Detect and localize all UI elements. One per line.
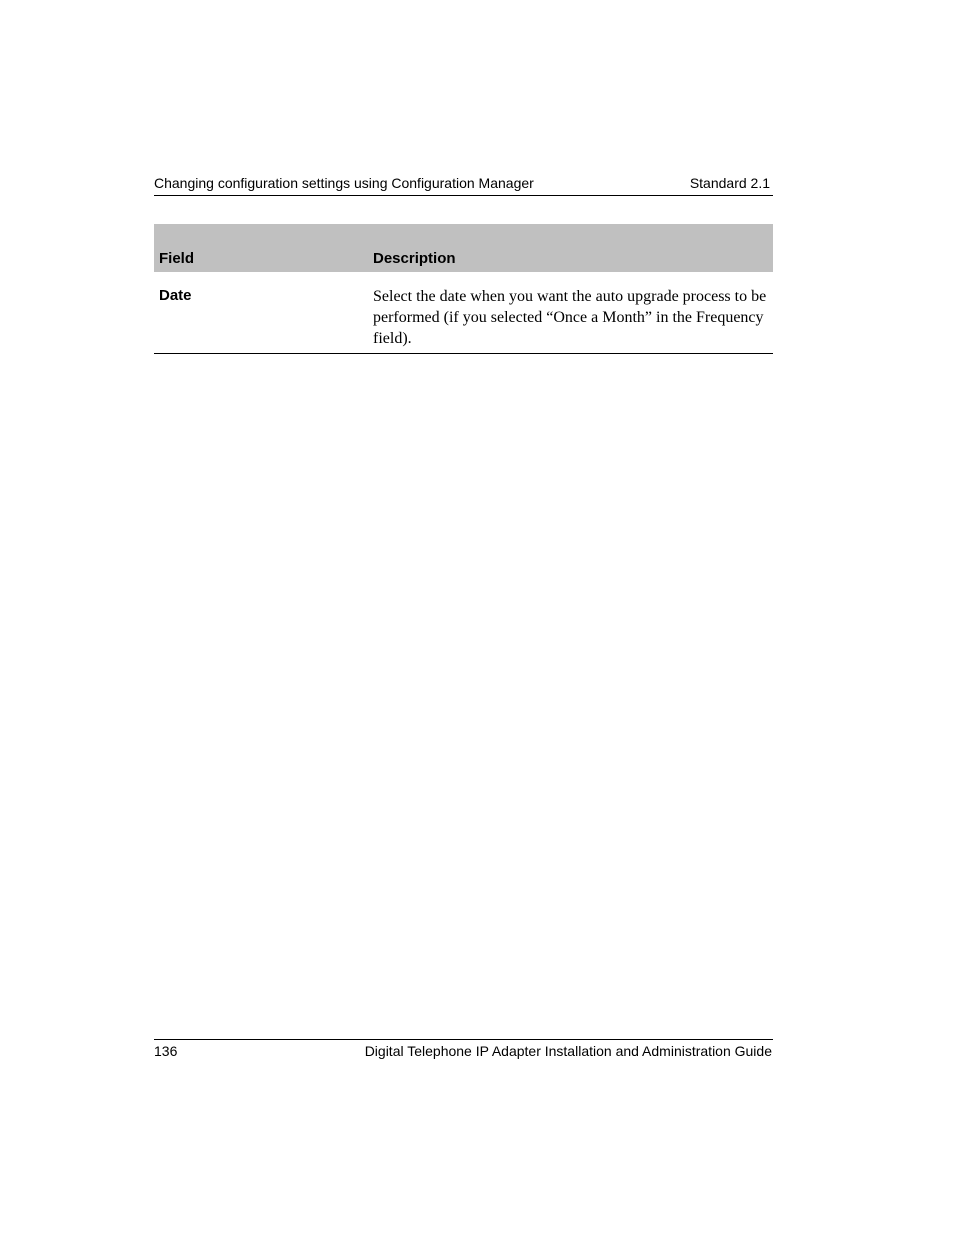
table-header-row (154, 224, 773, 272)
column-header-field: Field (154, 224, 368, 272)
document-title: Digital Telephone IP Adapter Installation and Administration Guide (364, 1043, 772, 1059)
table-cell-field: Date (154, 272, 368, 354)
page-footer (154, 1039, 773, 1059)
running-header-title: Changing configuration settings using Configuration Manager (154, 175, 534, 191)
table-row (154, 272, 773, 354)
column-header-description: Description (368, 224, 773, 272)
page-header (154, 174, 773, 196)
table-cell-description: Select the date when you want the auto upgrade process to be performed (if you selected “Once a Month” in the Frequency field). (368, 272, 773, 354)
running-header-release: Standard 2.1 (689, 175, 770, 191)
field-description-table (154, 224, 773, 354)
page-number: 136 (154, 1043, 178, 1059)
